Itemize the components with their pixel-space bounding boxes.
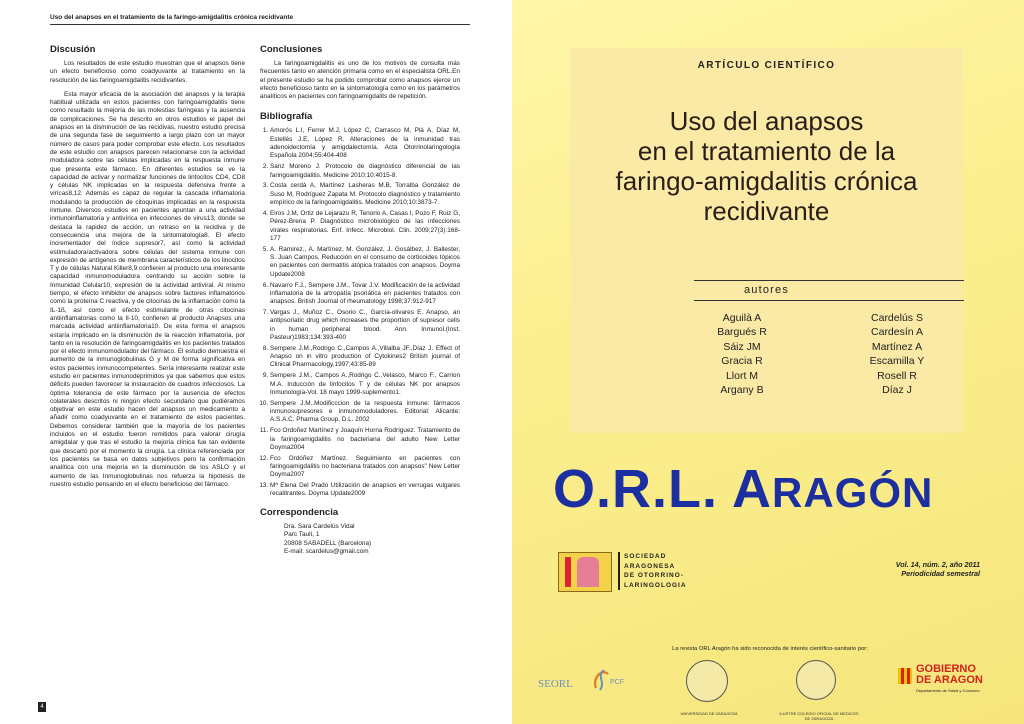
society-line: SOCIEDAD [624, 553, 667, 560]
society-line: DE OTORRINO- [624, 572, 684, 580]
conclusiones-paragraph: La faringoamigdalitis es uno de los motivos de consulta más frecuentes tanto en atención primaria como en el especialista ORL.En el presente estudio se ha podido comprobar como anapsos ejerce un efecto beneficioso tanto en la sintomatología como en los parámetros analíticos en pacientes con faringoamigdalits de repetición. [260, 60, 460, 101]
gobierno-dept: Departamento de Salud y Consumo [916, 688, 980, 693]
bibliografia-list [260, 127, 460, 498]
authors-column-right [837, 311, 957, 397]
conclusiones-heading: Conclusiones [260, 44, 323, 55]
society-name [618, 552, 687, 590]
bibliography-item: 7. Vargas J., Muñoz C., Osorio C., García-olivares E. Anapso, an antipsoriatic drug which increases the proportion of supresor cells in human peripheral blood. Ann. Inmunol.(Inst. Pasteur)1983;134:393-400 [270, 309, 460, 342]
society-line: LARINGOLOGIA [624, 581, 687, 589]
column-left [50, 44, 245, 495]
bibliography-item: 2. Sanz Moreno J. Protocolo de diagnóstico diferencial de las faringoamigdalitis. Medicine 2010;10:4015-8. [270, 163, 460, 180]
author-name: Gracia R [721, 355, 763, 368]
bibliography-item: 6. Navarro F.J., Sempere J.M., Tovar J.V. Modificación de la actividad inflamatoria de la artropatía psoriática en pacientes tratados con anapsos. British Journal of rheumatology 1998;37:912-917 [270, 282, 460, 307]
bibliography-item: 4. Eiros J.M, Ortiz de Lejarazu R, Tenorio A, Casas I, Pozo F, Ruiz G, Pérez-Brena P. Diagnóstico microbiológico de las infecciones virales respiratorias. Enf. Infecc. Microbiol. Clin. 2009;27(3):168-177 [270, 210, 460, 243]
bibliography-item: 9. Sempere J.M., Campos A.,Rodrigo C.,Velasco, Marco F., Carrion M.A. Inducción de linfocitos T y de células NK por anapsos Inmunología-Vol. 18 mayo 1999-suplemento1. [270, 372, 460, 397]
pcf-label: PCF [610, 679, 624, 686]
bibliography-item: 12. Fco Ordóñez Martínez. Seguimiento en pacientes con faringoamigdalitis no bacteriana tratados con anapsos" New Letter Doyma2007 [270, 455, 460, 480]
bibliography-item: 11. Fco Ordoñez Martínez y Joaquín Horna Rodríguez. Tratamiento de la faringoamigdalitis no bacteriana del adulto New Letter Doyma2004 [270, 427, 460, 452]
discusion-heading: Discusión [50, 44, 96, 55]
unizar-label: UNIVERSIDAD DE ZARAGOZA [680, 711, 738, 716]
society-logo-block [558, 550, 738, 592]
corr-name: Dra. Sara Cardelús Vidal [284, 522, 355, 530]
article-title [570, 106, 963, 226]
gobierno-line: DE ARAGON [916, 674, 983, 686]
recognition-text: La revista ORL Aragón ha sido reconocida de interés científico-sanitario por: [672, 646, 868, 652]
gobierno-name [916, 664, 983, 686]
bibliography-item: 3. Costa cerdà A, Martínez Lasheras M.B, Torralba González de Suso M, Rodríguez Zapata M. Protocolo diagnóstico y tratamiento empírico de la faringoamigdalitis. Medicine 2010;10:3873-7. [270, 182, 460, 207]
page-number: 4 [38, 702, 46, 712]
colegio-seal-icon [779, 660, 859, 721]
column-right [260, 44, 460, 556]
emblem-bar [565, 557, 571, 587]
running-head: Uso del anapsos en el tratamiento de la faringo-amigdalitis crónica recidivante [50, 14, 470, 25]
unizar-seal-icon [680, 660, 738, 716]
discusion-paragraph-1: Los resultados de este estudio muestran que el anapsos tiene un efecto beneficioso como coadyuvante al tratamiento en la resolución de las faringoamigdalitis recidivantes. [50, 60, 245, 84]
title-line: en el tratamiento de la [637, 136, 896, 166]
gobierno-line: GOBIERNO [916, 663, 976, 675]
autores-rule-top [694, 280, 964, 281]
author-name: Argany B [720, 384, 764, 397]
society-emblem-icon [558, 552, 612, 592]
author-name: Díaz J [882, 384, 912, 397]
author-name: Cardesín A [871, 326, 923, 339]
author-name: Llort M [725, 369, 759, 382]
volume-info [830, 560, 980, 578]
bibliography-item: 1. Amorós L.I, Ferrer M.J, López C, Carrasco M, Plá A, Díaz M, Estellés J.E, López R. Alteraciones de la inmunidad tras adenoidectomía y amigdalectomía. Acta Otorrinolaringología Española 2004;55:404-408 [270, 127, 460, 160]
volume-number: Vol. 14, núm. 2, año 2011 [895, 560, 980, 569]
aragon-flag-icon [898, 668, 912, 684]
bibliography-item: 10. Sempere J.M..Modificccion de la respuesta inmune: fármacos inmunosupresores e inmunomoduladores. Editorial: Alicante: A.S.A.C. Pharma Group, D.L. 2002 [270, 400, 460, 425]
pcf-logo [590, 664, 630, 694]
bibliografia-heading: Bibliografía [260, 111, 313, 123]
emblem-head [577, 557, 599, 587]
article-kicker: ARTÍCULO CIENTÍFICO [697, 60, 836, 71]
author-name: Bargués R [717, 326, 767, 339]
title-line: recidivante [703, 196, 830, 226]
author-name: Sáiz JM [723, 340, 761, 353]
corr-email: E-mail: scardelus@gmail.com [284, 548, 369, 555]
journal-title-part1: O.R.L. A [553, 459, 772, 519]
periodicity: Periodicidad semestral [901, 569, 980, 578]
bibliography-item: 5. A. Ramírez., A. Martínez, M. González, J. Gosálbez, J. Ballester, S. Juan Campos. Reducción en el consumo de corticoides tópicos en pacientes con dermatitis atópica tratados con anapsos. Doyma Update2008 [270, 246, 460, 279]
author-name: Escamilla Y [869, 355, 925, 368]
society-line: ARAGONESA [624, 562, 676, 570]
author-name: Cardelús S [871, 312, 923, 324]
autores-rule-bottom [694, 300, 964, 301]
article-title-box [570, 48, 963, 433]
author-name: Aguilà A [722, 312, 762, 324]
journal-title [553, 458, 933, 520]
corr-address: Parc Taulí, 1 [284, 531, 320, 539]
colegio-label: ILUSTRE COLEGIO OFICIAL DE MEDICOS DE ZARAGOZA [779, 711, 859, 721]
seorl-logo: SEORL [538, 678, 573, 690]
bibliography-item: 13. Mª Elena Del Prado Utilización de anapsos en verrugas vulgares recalitrantes. Doyma Update2009 [270, 482, 460, 499]
corr-city: 20808 SABADELL (Barcelona) [284, 539, 372, 547]
bibliography-item: 8. Sempere J.M.,Rodrigo C.,Campos A.,Villalba JF.,Díaz J. Effect of Anapso on in vitro production of Cytokines2 British journal of Clinical Pharmacology,1997;43:85-89 [270, 345, 460, 370]
pcf-swirl-icon [590, 664, 630, 694]
autores-label: autores [743, 284, 790, 296]
correspondencia-block [260, 523, 460, 557]
authors-column-left [682, 311, 802, 397]
author-name: Martínez A [871, 340, 923, 353]
author-name: Rosell R [877, 369, 917, 382]
journal-title-part2: RAGÓN [772, 469, 934, 516]
title-line: faringo-amigdalitis crónica [615, 166, 918, 196]
discusion-paragraph-2: Esta mayor eficacia de la asociación del anapsos y la terapia habitual utilizada en estos pacientes con faringoamigdalitis tiene como resultado la mejoría de las molestias faríngeas y la ausencia de complicaciones. Se ha descrito en otros estudios el papel del anapsos en la disminución de las recidivas, nuestro estudio precisa de una segunda fase de seguimiento a largo plazo con un mayor número de casos para poder comprobar este efecto. Los resultados de este estudio con anapsos parecen relacionarse con la actividad moduladora sobre las células implicadas en la respuesta inmune que presenta este fármaco. En diferentes estudios se ve la capacidad de activar y normalizar funciones de linfocitos CD4, CD8 y células NK implicadas en la respuesta defensiva frente a virícas8,12. Además es capaz de regular la cascada inflamatoria modulando la producción de citoquinas implicadas en la respuesta inmune. Diversos estudios en pacientes apuntan a una actividad inmunoinflamatoria y antivírica en infecciones de virus13, donde se destaca la rapidez de acción, un retraso en la recidiva y de consecuencia una mejora de la sintomatología8. El efecto incrementador del índice supresor7, así como la actividad estimuladora/activadora sobre células del sistema inmune con expresión de antígenos de membrana característicos de los linocitos T y de células Natural Killer8,9 confieren al producto una interesante capacidad inmunomoduladora centrando su acción sobre la Inmunidad Celular10, expresión de la actividad antiviral. Al mismo tiempo, el efecto inhibidor de anapsos sobre factores inflamatorios como la proteína C reactiva, y de citocinas de la inflamación como la IL-1ß, así como el efecto estimulante de otras citocinas antiinflamatorias como la Il-10, confieren al producto Anapsos una marcada actividad antiinflamatoria10. De esta forma el anapsos estaría implicado en la disminución de la reacción inflamatoria, por tanto en la resolución de faringoamigdalitis en los pacientes tratados por el efecto inmunomodulador del fármaco. El estudio demuestra el aumento de la inmunoglobulinas G y M de forma significativa en estos pacientes inmunocompetentes. Sería interesante realizar este estudio en pacientes inmunodeprimidos ya que sabemos que estos déficits pueden favorecer la instauración de cuadros infecciosos. La óptima tolerancia de este fármaco por la ausencia de efectos colaterales descritos ni ningún efecto secundario que pudiéramos objetivar en este estudio hacen del anapsos un medicamento a añadir como coadyuvante en el tratamiento de estos pacientes. Debemos considerar también que la mayoría de los pacientes incluidos en el estudio fueron remitidos para valorar cirugía amigdalar y que tras el estudio la mejoría clínica fue tan evidente que descartó por el momento la cirugía. La clínica referenciada por los pacientes se basa en datos subjetivos pero la confirmación analítica con una mejoría en la disminución de los ASLO y el aumento de las Inmunoglobulinas nos refuerza la hipótesis de nuestro estudio pensando en el efecto beneficioso del fármaco. [50, 90, 245, 488]
title-line: Uso del anapsos [669, 106, 864, 136]
correspondencia-heading: Correspondencia [260, 506, 339, 518]
